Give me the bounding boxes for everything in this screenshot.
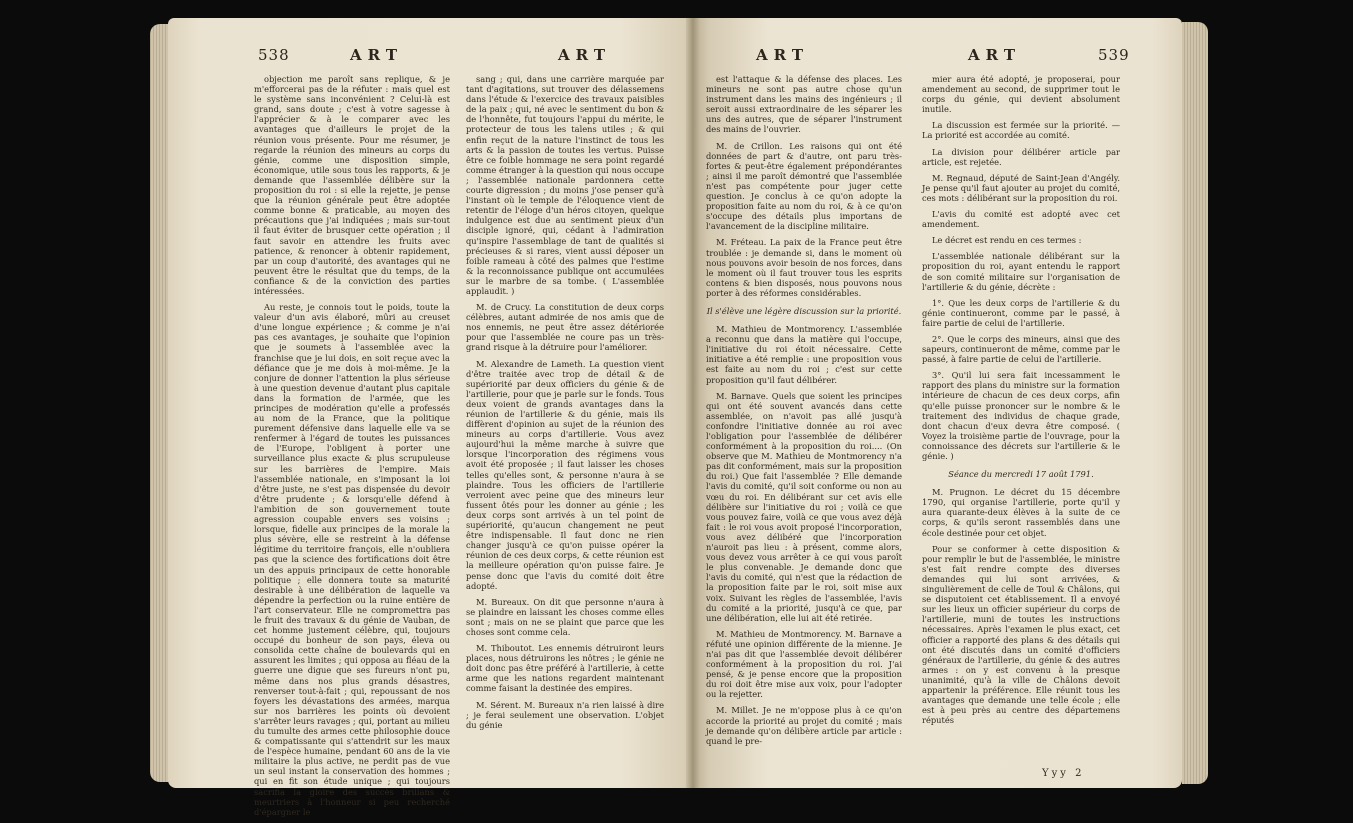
book-gutter: [686, 18, 700, 788]
paragraph: M. Fréteau. La paix de la France peut être troublée : je demande si, dans le moment où nous pouvons avoir besoin de nos forces, dans le moment où il faut trouver tous les esprits contens & bien disposés, nous pouvons nous porter à des réformes considérables.: [706, 237, 902, 298]
paragraph: La discussion est fermée sur la priorité. — La priorité est accordée au comité.: [922, 120, 1120, 141]
paragraph: M. Bureaux. On dit que personne n'aura à se plaindre en laissant les choses comme elles sont ; mais on ne se plaint que parce que les choses sont comme cela.: [466, 596, 664, 637]
signature-mark: Yyy 2: [1042, 768, 1085, 779]
paragraph: M. Millet. Je ne m'oppose plus à ce qu'on accorde la priorité au projet du comité ; mais je demande qu'on délibère article par article : quand le pre-: [706, 705, 902, 746]
paragraph: 1°. Que les deux corps de l'artillerie & du génie continueront, comme par le passé, à faire partie de celui de l'artillerie.: [922, 297, 1120, 328]
paragraph: M. Mathieu de Montmorency. L'assemblée a reconnu que dans la matière qui l'occupe, l'initiative du roi étoit nécessaire. Cette initiative a été remplie : une proposition vous est faite au nom du roi ; c'est sur cette proposition qu'il faut délibérer.: [706, 324, 902, 385]
paragraph: mier aura été adopté, je proposerai, pour amendement au second, de supprimer tout le corps du génie, qui devient absolument inutile.: [922, 74, 1120, 115]
right-running-head: ART: [756, 46, 810, 64]
paragraph: M. Regnaud, député de Saint-Jean d'Angély. Je pense qu'il faut ajouter au projet du comité, ces mots : délibérant sur la proposition du roi.: [922, 172, 1120, 203]
paragraph: 3°. Qu'il lui sera fait incessamment le rapport des plans du ministre sur la formation intérieure de chacun de ces deux corps, afin qu'elle puisse prononcer sur le nombre & le traitement des individus de chaque grade, dont chacun d'eux devra être composé. ( Voyez la troisième partie de l'ouvrage, pour la connoissance des décrets sur l'artillerie & le génie. ): [922, 370, 1120, 461]
left-running-head: ART: [350, 46, 404, 64]
paragraph: Au reste, je connois tout le poids, toute la valeur d'un avis élaboré, mûri au creuset d'une longue expérience ; & comme je n'ai pas ces avantages, je souhaite que l'opinion que je soumets à l'assemblée avec la franchise que je lui dois, en soit reçue avec la défiance que je me dois à moi-même. Je la conjure de donner l'attention la plus sérieuse à une question devenue d'autant plus capitale dans la formation de l'armée, que les principes de modération qu'elle a professés au nom de la France, que la politique purement défensive dans laquelle elle va se renfermer à l'égard de toutes les puissances de l'Europe, l'obligent à porter une surveillance plus exacte & plus scrupuleuse sur les barrières de l'empire. Mais l'assemblée nationale, en s'imposant la loi d'être juste, ne s'est pas dispensée du devoir d'être prudente ; & lorsqu'elle défend à l'ambition de son gouvernement toute agression coupable envers ses voisins ; lorsque, fidelle aux principes de la morale la plus sévère, elle se restreint à la défense légitime du territoire françois, elle n'oubliera pas que la science des fortifications doit être un des appuis principaux de cette honorable politique ; elle donnera toute sa maturité desirable à une délibération de laquelle va dépendre la perfection ou la ruine entière de l'art conservateur. Elle ne compromettra pas le fruit des travaux & du génie de Vauban, de cet homme justement célèbre, qui, toujours occupé du bonheur de son pays, éleva ou consolida cette chaîne de boulevards qui en assurent les limites ; qui opposa au fléau de la guerre une digue que ses fureurs n'ont pu, même dans nos plus grands désastres, renverser tout-à-fait ; qui, repoussant de nos foyers les dévastations des armées, marqua sur nos barrières les points où devoient s'arrêter leurs ravages ; qui, portant au milieu du tumulte des armes cette philosophie douce & compatissante qui s'attendrit sur les maux de l'espèce humaine, pendant 60 ans de la vie militaire la plus active, ne perdit pas de vue un seul instant la conservation des hommes ; qui en fit son étude unique ; qui toujours sacrifia la gloire des succès brillans & meurtriers à l'honneur si peu recherché d'épargner le: [254, 302, 450, 817]
left-page-edges: [150, 24, 170, 782]
paragraph: Le décret est rendu en ces termes :: [932, 235, 1082, 246]
right-page: [690, 18, 1182, 788]
right-running-head-col2: ART: [968, 46, 1022, 64]
left-column-2: [466, 74, 664, 736]
paragraph: M. Mathieu de Montmorency. M. Barnave a réfuté une opinion différente de la mienne. Je n'ai pas dit que l'assemblée devoit délibérer conformément à la proposition du roi. J'ai pensé, & je pense encore que la proposition du roi doit être mise aux voix, pour l'adopter ou la rejetter.: [706, 628, 902, 700]
paragraph: objection me paroît sans replique, & je m'efforcerai pas de la réfuter : mais quel est le système sans inconvénient ? Celui-là est grand, sans doute ; c'est à votre sagesse à l'apprécier & à le comparer avec les avantages que d'ailleurs le projet de la réunion vous présente. Pour me résumer, je regarde la réunion des mineurs au corps du génie, comme une disposition simple, économique, utile sous tous les rapports, & je demande que l'assemblée délibère sur la proposition du roi : si elle la rejette, je pense que la réunion générale peut être adoptée comme bonne & praticable, au moyen des précautions que j'ai indiquées ; mais sur-tout il faut éviter de brusquer cette opération ; il faut savoir en attendre les fruits avec patience, & renoncer à obtenir rapidement, par un coup d'autorité, des avantages qui ne peuvent être le résultat que du temps, de la confiance & de la conviction des parties intéressées.: [254, 74, 450, 296]
left-running-head-col2: ART: [558, 46, 612, 64]
paragraph: L'assemblée nationale délibérant sur la proposition du roi, ayant entendu le rapport de son comité militaire sur l'organisation de l'artillerie & du génie, décrète :: [922, 251, 1120, 292]
paragraph: Pour se conformer à cette disposition & pour remplir le but de l'assemblée, le ministre s'est fait rendre compte des diverses demandes qui lui sont arrivées, & singulièrement de celle de Toul & Châlons, qui se disputoient cet établissement. Il a envoyé sur les lieux un officier supérieur du corps de l'artillerie, muni de toutes les instructions nécessaires. Après l'examen le plus exact, cet officier a rapporté des plans & des détails qui ont été discutés dans un comité d'officiers généraux de l'artillerie, du génie & des autres armes : on y est convenu à la presque unanimité, qu'à la ville de Châlons devoit appartenir la préférence. Elle réunit tous les avantages que demande une telle école ; elle est à peu près au centre des départemens réputés: [922, 543, 1120, 726]
left-column-1: [254, 74, 450, 823]
left-page: [168, 18, 700, 817]
paragraph: M. Sérent. M. Bureaux n'a rien laissé à dire ; je ferai seulement une observation. L'objet du génie: [466, 699, 664, 730]
paragraph: est l'attaque & la défense des places. Les mineurs ne sont pas autre chose qu'un instrument dans les mains des ingénieurs ; il seroit aussi extraordinaire de les séparer les uns des autres, que de séparer l'instrument des mains de l'ouvrier.: [706, 74, 902, 135]
paragraph: La division pour délibérer article par article, est rejetée.: [922, 146, 1120, 167]
paragraph: M. Alexandre de Lameth. La question vient d'être traitée avec trop de détail & de supériorité par deux officiers du génie & de l'artillerie, pour que je parle sur le fonds. Tous deux voient de grands avantages dans la réunion de l'artillerie & du génie, mais ils diffèrent d'opinion au sujet de la réunion des mineurs au corps d'artillerie. Vous avez aujourd'hui la même marche à suivre que lorsque l'incorporation des régimens vous avoit été proposée ; il faut laisser les choses telles qu'elles sont, & personne n'aura à se plaindre. Tous les officiers de l'artillerie verroient avec peine que des mineurs leur fussent ôtés pour les donner au génie ; les deux corps sont arrivés à un tel point de supériorité, qu'aucun changement ne peut être indispensable. Il faut donc ne rien changer jusqu'à ce qu'on puisse opérer la réunion de ces deux corps, & cette réunion est la meilleure opération qu'on puisse faire. Je pense donc que l'avis du comité doit être adopté.: [466, 358, 664, 591]
paragraph: M. de Crillon. Les raisons qui ont été données de part & d'autre, ont paru très-fortes & peut-être également prépondérantes ; ainsi il me paroît démontré que l'assemblée n'est pas compétente pour juger cette question. Je conclus à ce qu'on adopte la proposition faite au nom du roi, & à ce qu'on s'occupe des détails plus importans de l'avancement de la discipline militaire.: [706, 140, 902, 232]
paragraph: M. Thiboutot. Les ennemis détruiront leurs places, nous détruirons les nôtres ; le génie ne doit donc pas être préféré à l'artillerie, à cette arme que les nations regardent maintenant comme faisant la destinée des empires.: [466, 643, 664, 694]
right-page-edges: [1182, 22, 1208, 784]
right-column-2: [922, 74, 1120, 731]
paragraph: Il s'élève une légère discussion sur la priorité.: [706, 305, 902, 316]
paragraph: L'avis du comité est adopté avec cet amendement.: [922, 209, 1120, 230]
right-column-1: [706, 74, 902, 752]
paragraph: M. de Crucy. La constitution de deux corps célèbres, autant admirée de nos amis que de nos ennemis, ne peut être assez détériorée pour que l'assemblée ne coure pas un très-grand risque à la détruire pour l'améliorer.: [466, 302, 664, 353]
paragraph: sang ; qui, dans une carrière marquée par tant d'agitations, sut trouver des délassemens dans l'étude & l'exercice des travaux paisibles de la paix ; qui, né avec le sentiment du bon & de l'honnête, fut toujours l'appui du mérite, le protecteur de tous les talens utiles ; & qui enfin reçut de la nature l'instinct de tous les arts & la passion de toutes les vertus. Puisse être ce foible hommage ne sera point regardé comme étranger à la question qui nous occupe ; l'assemblée nationale pardonnera cette courte digression ; du moins j'ose penser qu'à l'instant où le temple de l'éloquence vient de retentir de l'éloge d'un héros citoyen, quelque indulgence est due au sentiment pieux d'un disciple ignoré, qui, cédant à l'admiration qu'inspire l'assemblage de tant de qualités si précieuses & si rares, vient aussi déposer un foible rameau à côté des palmes que l'estime & la reconnoissance publique ont accumulées sur le marbre de sa tombe. ( L'assemblée applaudit. ): [466, 74, 664, 296]
paragraph: M. Prugnon. Le décret du 15 décembre 1790, qui organise l'artillerie, porte qu'il y aura quarante-deux élèves à la suite de ce corps, & qu'ils seront rassemblés dans une école destinée pour cet objet.: [922, 487, 1120, 538]
paragraph: M. Barnave. Quels que soient les principes qui ont été souvent avancés dans cette assemblée, on n'avoit pas allé jusqu'à confondre l'initiative donnée au roi avec l'obligation pour l'assemblée de délibérer conformément à la proposition du roi.... (On observe que M. Mathieu de Montmorency n'a pas dit conformément, mais sur la proposition du roi.) Que fait l'assemblée ? Elle demande l'avis du comité, qu'il soit conforme ou non au vœu du roi. En délibérant sur cet avis elle délibère sur l'initiative du roi ; voilà ce que vous pouvez faire, voilà ce que vous avez déjà fait : le roi vous avoit proposé l'incorporation, vous avez délibéré que l'incorporation n'auroit pas lieu : à présent, comme alors, vous devez vous arrêter à ce qui vous paroît le plus convenable. Je demande donc que l'avis du comité, qui n'est que la rédaction de la proposition faite par le roi, soit mise aux voix. Suivant les règles de l'assemblée, l'avis du comité a la priorité, jusqu'à ce que, par une délibération, elle lui ait été retirée.: [706, 390, 902, 623]
paragraph: 2°. Que le corps des mineurs, ainsi que des sapeurs, continueront de même, comme par le passé, à faire partie de celui de l'artillerie.: [922, 333, 1120, 365]
left-page-number: 538: [258, 46, 290, 64]
right-page-number: 539: [1098, 46, 1130, 64]
session-heading: Séance du mercredi 17 août 1791.: [948, 469, 1094, 480]
